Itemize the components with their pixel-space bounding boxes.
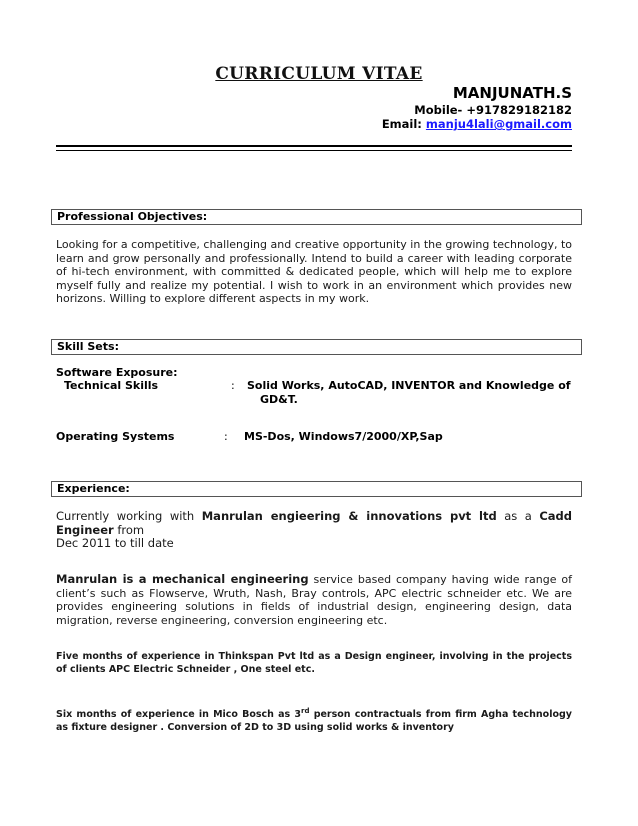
section-heading-skills: Skill Sets: [51, 339, 582, 355]
email-label: Email: [381, 117, 422, 131]
technical-skills-value-line1: Solid Works, AutoCAD, INVENTOR and Knowledge of [247, 379, 571, 392]
operating-systems-colon: : [224, 430, 228, 443]
header-divider-thin [56, 150, 572, 151]
current-suffix: from [117, 522, 145, 537]
bosch-prefix: Six months of experience in Mico Bosch as 3 [56, 709, 302, 721]
technical-skills-colon: : [231, 379, 235, 392]
bosch-experience [56, 705, 572, 734]
bosch-superscript: rd [301, 707, 310, 715]
current-company: Manrulan engieering & innovations pvt ltd [201, 509, 497, 523]
mobile-number: Mobile- +917829182182 [414, 103, 572, 117]
email-line [382, 117, 572, 131]
current-mid: as a [504, 509, 532, 523]
current-position [56, 510, 572, 551]
email-link[interactable]: manju4lali@gmail.com [425, 117, 572, 131]
objectives-text: Looking for a competitive, challenging and creative opportunity in the growing technology, to learn and grow personally and professionally. Intend to build a career with leading corporate of hi-tech environment, with committed & dedicated people, which will help me to explore myself fully and realize my potential. I wish to work in an environment which provides new horizons. Willing to explore different aspects in my work. [56, 238, 572, 305]
bosch-suffix: person contractuals from firm Agha technology as fixture designer . Conversion of 2D to 3D using solid works & inventory [56, 709, 572, 734]
operating-systems-value: MS-Dos, Windows7/2000/XP,Sap [244, 430, 443, 443]
header-divider-thick [56, 145, 572, 147]
company-description [56, 573, 572, 627]
section-heading-experience: Experience: [51, 481, 582, 497]
current-role: Cadd Engineer [56, 509, 573, 537]
software-exposure-label: Software Exposure: [56, 366, 178, 379]
current-dates: Dec 2011 to till date [56, 536, 174, 550]
company-description-bold: Manrulan is a mechanical engineering [56, 572, 309, 586]
operating-systems-label: Operating Systems [56, 430, 175, 443]
technical-skills-value-line2: GD&T. [260, 393, 298, 406]
section-heading-objectives: Professional Objectives: [51, 209, 582, 225]
company-description-text: service based company having wide range of client’s such as Flowserve, Wruth, Nash, Bray controls, APC electric schneider etc. We are provides engineering solutions in fields of industrial design, engineering design, data migration, reverse engineering, conversion engineering etc. [56, 573, 573, 627]
thinkspan-experience: Five months of experience in Thinkspan Pvt ltd as a Design engineer, involving in the projects of clients APC Electric Schneider , One steel etc. [56, 651, 572, 675]
candidate-name: MANJUNATH.S [452, 84, 572, 102]
technical-skills-label: Technical Skills [64, 379, 159, 392]
document-title: CURRICULUM VITAE [215, 64, 423, 84]
current-prefix: Currently working with [56, 509, 195, 523]
